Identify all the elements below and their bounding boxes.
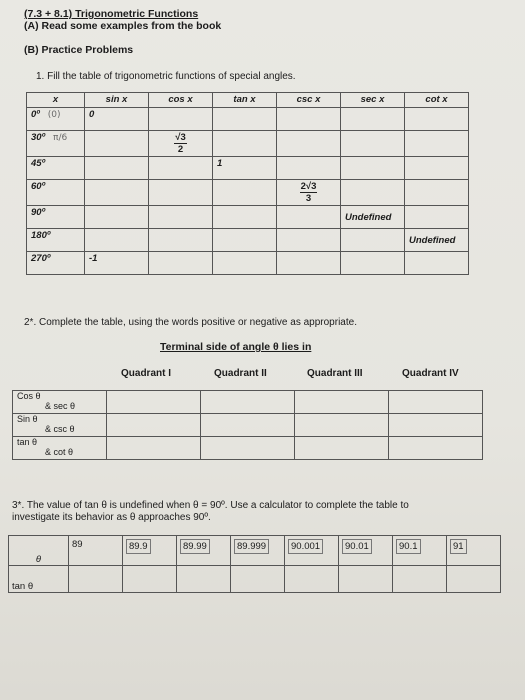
function-label-cell: Cos θ & sec θ	[13, 391, 107, 414]
answer-cell[interactable]	[213, 108, 277, 131]
angle-cell: 0º (0)	[27, 108, 85, 131]
col-header-tan: tan x	[213, 93, 277, 108]
answer-cell[interactable]	[149, 157, 213, 180]
answer-cell[interactable]	[277, 157, 341, 180]
answer-cell[interactable]	[149, 229, 213, 252]
col-header-cot: cot x	[405, 93, 469, 108]
col-header-x: x	[27, 93, 85, 108]
answer-cell[interactable]	[393, 566, 447, 593]
handwritten-zero: (0)	[47, 110, 61, 120]
theta-value-cell: 89.9	[123, 536, 177, 566]
question-3-prompt-continued: investigate its behavior as θ approaches 90º.	[12, 512, 211, 523]
answer-cell[interactable]	[201, 437, 295, 460]
answer-cell[interactable]	[277, 229, 341, 252]
answer-cell[interactable]	[405, 157, 469, 180]
answer-cell[interactable]	[341, 157, 405, 180]
table-row	[27, 252, 469, 275]
answer-cell[interactable]	[149, 252, 213, 275]
answer-cell[interactable]	[339, 566, 393, 593]
answer-cell[interactable]	[107, 414, 201, 437]
theta-value-cell: 89	[69, 536, 123, 566]
angle-cell: 90º	[27, 206, 85, 229]
answer-cell[interactable]	[341, 229, 405, 252]
terminal-side-heading: Terminal side of angle θ lies in	[160, 341, 312, 353]
answer-cell[interactable]	[277, 180, 341, 206]
theta-value-cell: 90.001	[285, 536, 339, 566]
section-a-heading: (A) Read some examples from the book	[24, 20, 222, 32]
answer-cell[interactable]	[123, 566, 177, 593]
answer-cell[interactable]	[295, 437, 389, 460]
answer-cell[interactable]	[389, 414, 483, 437]
answer-cell[interactable]	[201, 391, 295, 414]
answer-cell[interactable]	[213, 131, 277, 157]
quadrant-1-header: Quadrant I	[121, 368, 172, 379]
csc-60-fraction: $\frac{2√3}{3}$	[300, 181, 317, 204]
answer-cell[interactable]	[149, 108, 213, 131]
answer-cell[interactable]	[107, 437, 201, 460]
question-3-prompt: 3*. The value of tan θ is undefined when θ = 90º. Use a calculator to complete the table to	[12, 500, 409, 511]
section-b-heading: (B) Practice Problems	[24, 44, 134, 56]
answer-cell[interactable]	[213, 252, 277, 275]
table-row	[27, 180, 469, 206]
tan-label-cell: tan θ	[9, 566, 69, 593]
theta-label-cell: θ	[9, 536, 69, 566]
answer-cell[interactable]	[213, 229, 277, 252]
answer-cell[interactable]	[213, 206, 277, 229]
angle-cell: 45º	[27, 157, 85, 180]
worksheet-title: (7.3 + 8.1) Trigonometric Functions	[24, 8, 199, 20]
answer-cell[interactable]	[85, 157, 149, 180]
answer-cell[interactable]	[405, 131, 469, 157]
answer-cell[interactable]	[85, 229, 149, 252]
table-row	[13, 437, 483, 460]
function-label-cell: Sin θ & csc θ	[13, 414, 107, 437]
answer-cell[interactable]	[177, 566, 231, 593]
table-row	[27, 229, 469, 252]
answer-cell[interactable]	[405, 252, 469, 275]
cos-30-fraction: $\frac{√3}{2}$	[175, 132, 186, 155]
answer-cell[interactable]	[389, 437, 483, 460]
trig-special-angles-table	[26, 92, 469, 275]
handwritten-pi-over-6: π/6	[53, 133, 68, 143]
table-row	[27, 131, 469, 157]
theta-value-cell: 89.99	[177, 536, 231, 566]
answer-cell[interactable]: Undefined	[341, 206, 405, 229]
table-row	[27, 108, 469, 131]
answer-cell[interactable]	[295, 391, 389, 414]
function-label-cell: tan θ & cot θ	[13, 437, 107, 460]
angle-cell: 60º	[27, 180, 85, 206]
answer-cell[interactable]	[405, 108, 469, 131]
table-row	[27, 206, 469, 229]
answer-cell[interactable]	[85, 206, 149, 229]
answer-cell[interactable]: Undefined	[405, 229, 469, 252]
answer-cell[interactable]: -1	[85, 252, 149, 275]
answer-cell[interactable]	[341, 131, 405, 157]
answer-cell[interactable]	[277, 206, 341, 229]
angle-cell: 270º	[27, 252, 85, 275]
table-row	[9, 536, 501, 566]
answer-cell[interactable]	[201, 414, 295, 437]
table-row	[27, 157, 469, 180]
table-row	[13, 414, 483, 437]
col-header-csc: csc x	[277, 93, 341, 108]
col-header-sec: sec x	[341, 93, 405, 108]
angle-cell: 30º π/6	[27, 131, 85, 157]
answer-cell[interactable]	[277, 131, 341, 157]
quadrant-4-header: Quadrant IV	[402, 368, 459, 379]
answer-cell[interactable]	[341, 252, 405, 275]
question-2-prompt: 2*. Complete the table, using the words positive or negative as appropriate.	[24, 317, 357, 328]
answer-cell[interactable]	[447, 566, 501, 593]
col-header-sin: sin x	[85, 93, 149, 108]
answer-cell[interactable]	[149, 131, 213, 157]
answer-cell[interactable]	[405, 180, 469, 206]
theta-value-cell: 90.01	[339, 536, 393, 566]
quadrant-3-header: Quadrant III	[307, 368, 363, 379]
answer-cell[interactable]	[277, 108, 341, 131]
answer-cell[interactable]	[85, 180, 149, 206]
table-row	[9, 566, 501, 593]
answer-cell[interactable]: 1	[213, 157, 277, 180]
theta-value-cell: 89.999	[231, 536, 285, 566]
answer-cell[interactable]	[231, 566, 285, 593]
answer-cell[interactable]	[295, 414, 389, 437]
answer-cell[interactable]	[285, 566, 339, 593]
answer-cell[interactable]: 0	[85, 108, 149, 131]
quadrant-sign-table	[12, 390, 483, 460]
answer-cell[interactable]	[341, 108, 405, 131]
tan-limit-table	[8, 535, 501, 593]
answer-cell[interactable]	[85, 131, 149, 157]
answer-cell[interactable]	[389, 391, 483, 414]
answer-cell[interactable]	[107, 391, 201, 414]
table-row	[13, 391, 483, 414]
quadrant-2-header: Quadrant II	[214, 368, 267, 379]
answer-cell[interactable]	[69, 566, 123, 593]
answer-cell[interactable]	[277, 252, 341, 275]
theta-value-cell: 90.1	[393, 536, 447, 566]
answer-cell[interactable]	[213, 180, 277, 206]
question-1-prompt: 1. Fill the table of trigonometric functions of special angles.	[36, 71, 296, 82]
answer-cell[interactable]	[149, 206, 213, 229]
answer-cell[interactable]	[149, 180, 213, 206]
answer-cell[interactable]	[405, 206, 469, 229]
answer-cell[interactable]	[341, 180, 405, 206]
col-header-cos: cos x	[149, 93, 213, 108]
theta-value-cell: 91	[447, 536, 501, 566]
angle-cell: 180º	[27, 229, 85, 252]
